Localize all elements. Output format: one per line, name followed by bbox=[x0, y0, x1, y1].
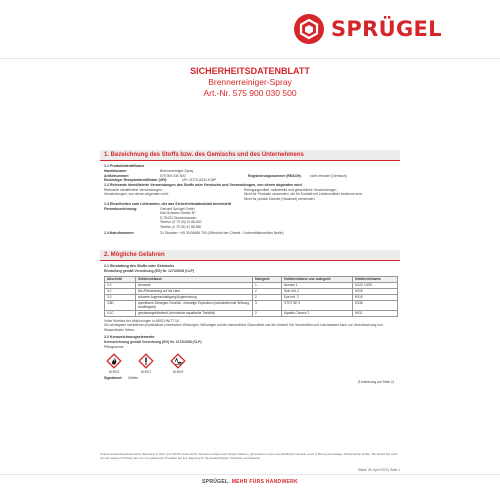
footer-slogan bbox=[0, 479, 500, 485]
header-divider bbox=[0, 58, 500, 59]
subsection-1-3: 1.3 Einzelheiten zum Lieferanten, der das Sicherheitsdatenblatt bereitstellt bbox=[104, 201, 232, 206]
brand-logo bbox=[294, 14, 442, 44]
firm-block: Firmenbezeichnung: Gerhard Sprügel GmbH Karl-Schwarz-Straße 3F D-75433 Stockenhausen Telefon: (0 79 43) 91 88-500 Telefax: (0 79 43) 91 88-550 bbox=[104, 207, 398, 230]
firm-line: Gerhard Sprügel GmbH bbox=[160, 206, 195, 211]
environment-icon bbox=[170, 353, 186, 369]
pictogram-ghs09: GHS09 bbox=[168, 353, 188, 374]
flame-icon bbox=[106, 353, 122, 369]
legal-disclaimer: Unsere anwendungstechnische Beratung in Wort und Schrift sowie durch Versuche erfolgt nach bestem Wissen, gilt jedoch nur als unverbindlicher Hinweis, auch in Bezug auf etwaige Schutzrechte Dritter. Sie befreit Sie nicht von der eigenen Prüfung der von uns gelieferten Produkte auf ihre Eignung für die beabsichtigten Verfahren und Zwecke. bbox=[100, 452, 398, 460]
hazard-classification-table bbox=[104, 276, 398, 317]
table-row: 3.3 schwere Augenschädigung/Augenreizung 2 Eye Irrit. 2 H319 bbox=[105, 294, 398, 300]
pictogram-row bbox=[104, 353, 398, 374]
footer-divider bbox=[0, 474, 500, 475]
effects-note: Die wichtigsten schädlichen physikalisch-chemischen Wirkungen, Wirkungen auf die menschliche Gesundheit und die Umwelt: Ein Verschütten und Löschwasser kann zur Verschmutzung von Wasserläufen führen. bbox=[104, 323, 383, 332]
article-number: Art.-Nr. 575 900 030 500 bbox=[203, 88, 297, 98]
subsection-2-2-clp: Kennzeichnung gemäß Verordnung (EG) Nr. 1272/2008 (CLP) bbox=[104, 340, 202, 345]
section-1-heading: 1. Bezeichnung des Stoffs bzw. des Gemischs und des Unternehmens bbox=[100, 150, 400, 161]
firm-line: Telefax: (0 79 43) 91 88-550 bbox=[160, 224, 202, 229]
table-header-row: Abschnitt Gefahrenklasse Kategorie Gefahrenklasse und -kategorie Gefahrenhinweis bbox=[105, 276, 398, 282]
artikelnummer-row: Artikelnummer: 575 900 030 500 Registrierungsnummer (REACH): nicht relevant (Gemisch) bbox=[104, 173, 347, 178]
doc-type: SICHERHEITSDATENBLATT bbox=[190, 66, 310, 76]
firm-line: D-75433 Stockenhausen bbox=[160, 215, 197, 220]
slogan-brand: SPRÜGEL. bbox=[202, 479, 232, 485]
product-name: Brennerreiniger-Spray bbox=[208, 77, 292, 87]
pictogram-ghs02: GHS02 bbox=[104, 353, 124, 374]
logo-wrench-icon bbox=[294, 14, 324, 44]
document-title-block bbox=[0, 66, 500, 98]
section-2-heading: 2. Mögliche Gefahren bbox=[100, 250, 400, 261]
brand-name: SPRÜGEL bbox=[331, 17, 442, 41]
table-row: 4.1C gewässergefährdend (chronische aquatische Toxizität) 2 Aquatic Chronic 2 H411 bbox=[105, 310, 398, 316]
continued-note: (Fortsetzung auf Seite 2) bbox=[357, 380, 394, 385]
subsection-2-1: 2.1 Einstufung des Stoffs oder Gemischs bbox=[104, 264, 175, 268]
subsection-2-1-clp: Einstufung gemäß Verordnung (EG) Nr. 1272/2008 (CLP) bbox=[104, 269, 195, 273]
relevant-use-row: Relevante identifizierte Verwendungen: Reinigungsmittel, industrielle und gewerbliche Verwendungen bbox=[104, 187, 337, 192]
advised-against-row: Verwendungen, von denen abgeraten wird: Nicht für Produkte verwenden, die für Kontakt mit Lebensmitteln bestimmt sind bbox=[104, 192, 362, 197]
abbreviation-note: Voller Wortlaut der Abkürzungen in ABSCHNITT 16. bbox=[104, 318, 180, 323]
exclamation-icon bbox=[138, 353, 154, 369]
subsection-2-2: 2.2 Kennzeichnungselemente bbox=[104, 335, 155, 340]
revision-date: Stand: 26. April 2023 | Seite 1 bbox=[357, 468, 400, 472]
subsection-1-1: 1.1 Produktidentifikator bbox=[104, 164, 145, 168]
pictogram-ghs07: GHS07 bbox=[136, 353, 156, 374]
slogan-tagline: MEHR FÜRS HANDWERK bbox=[231, 479, 298, 485]
table-row: 2.3 Aerosole 1 Aerosol 1 H222, H229 bbox=[105, 282, 398, 288]
signal-word-row: Signalwort: Gefahr bbox=[104, 375, 139, 380]
section-1 bbox=[100, 150, 400, 235]
pictograms-label: Piktogramme bbox=[104, 344, 124, 349]
table-row: 3.2 Ätz-/Reizwirkung auf die Haut 2 Skin Irrit. 2 H315 bbox=[105, 288, 398, 294]
firm-line: Karl-Schwarz-Straße 3F bbox=[160, 211, 196, 216]
advised-against-row-2: Nicht für private Zwecke (Haushalt) verwenden bbox=[244, 196, 315, 201]
table-row: 3.8D spezifische Zielorgan-Toxizität - einmalige Exposition (narkotisierende Wirkung, schläfrigkeit) 3 STOT SE 3 H336 bbox=[105, 300, 398, 310]
subsection-1-2: 1.2 Relevante identifizierte Verwendungen des Stoffs oder Gemischs und Verwendungen, von denen abgeraten wird bbox=[104, 182, 302, 187]
handelsname-row: Handelsname: Brennerreiniger-Spray bbox=[104, 169, 194, 173]
emergency-row: 1.4 Notrufnummer: 24 Stunden: +49 30/30686 700 (Giftnotruf der Charité - Universitätsmedizin Berlin) bbox=[104, 230, 284, 235]
section-2 bbox=[100, 250, 400, 385]
ufi-row: Eindeutiger Rezepturidentifikator (UFI): UFI: 0D7S-A03J-K18P bbox=[104, 178, 217, 183]
firm-line: Telefon: (0 79 43) 91 88-500 bbox=[160, 220, 202, 225]
